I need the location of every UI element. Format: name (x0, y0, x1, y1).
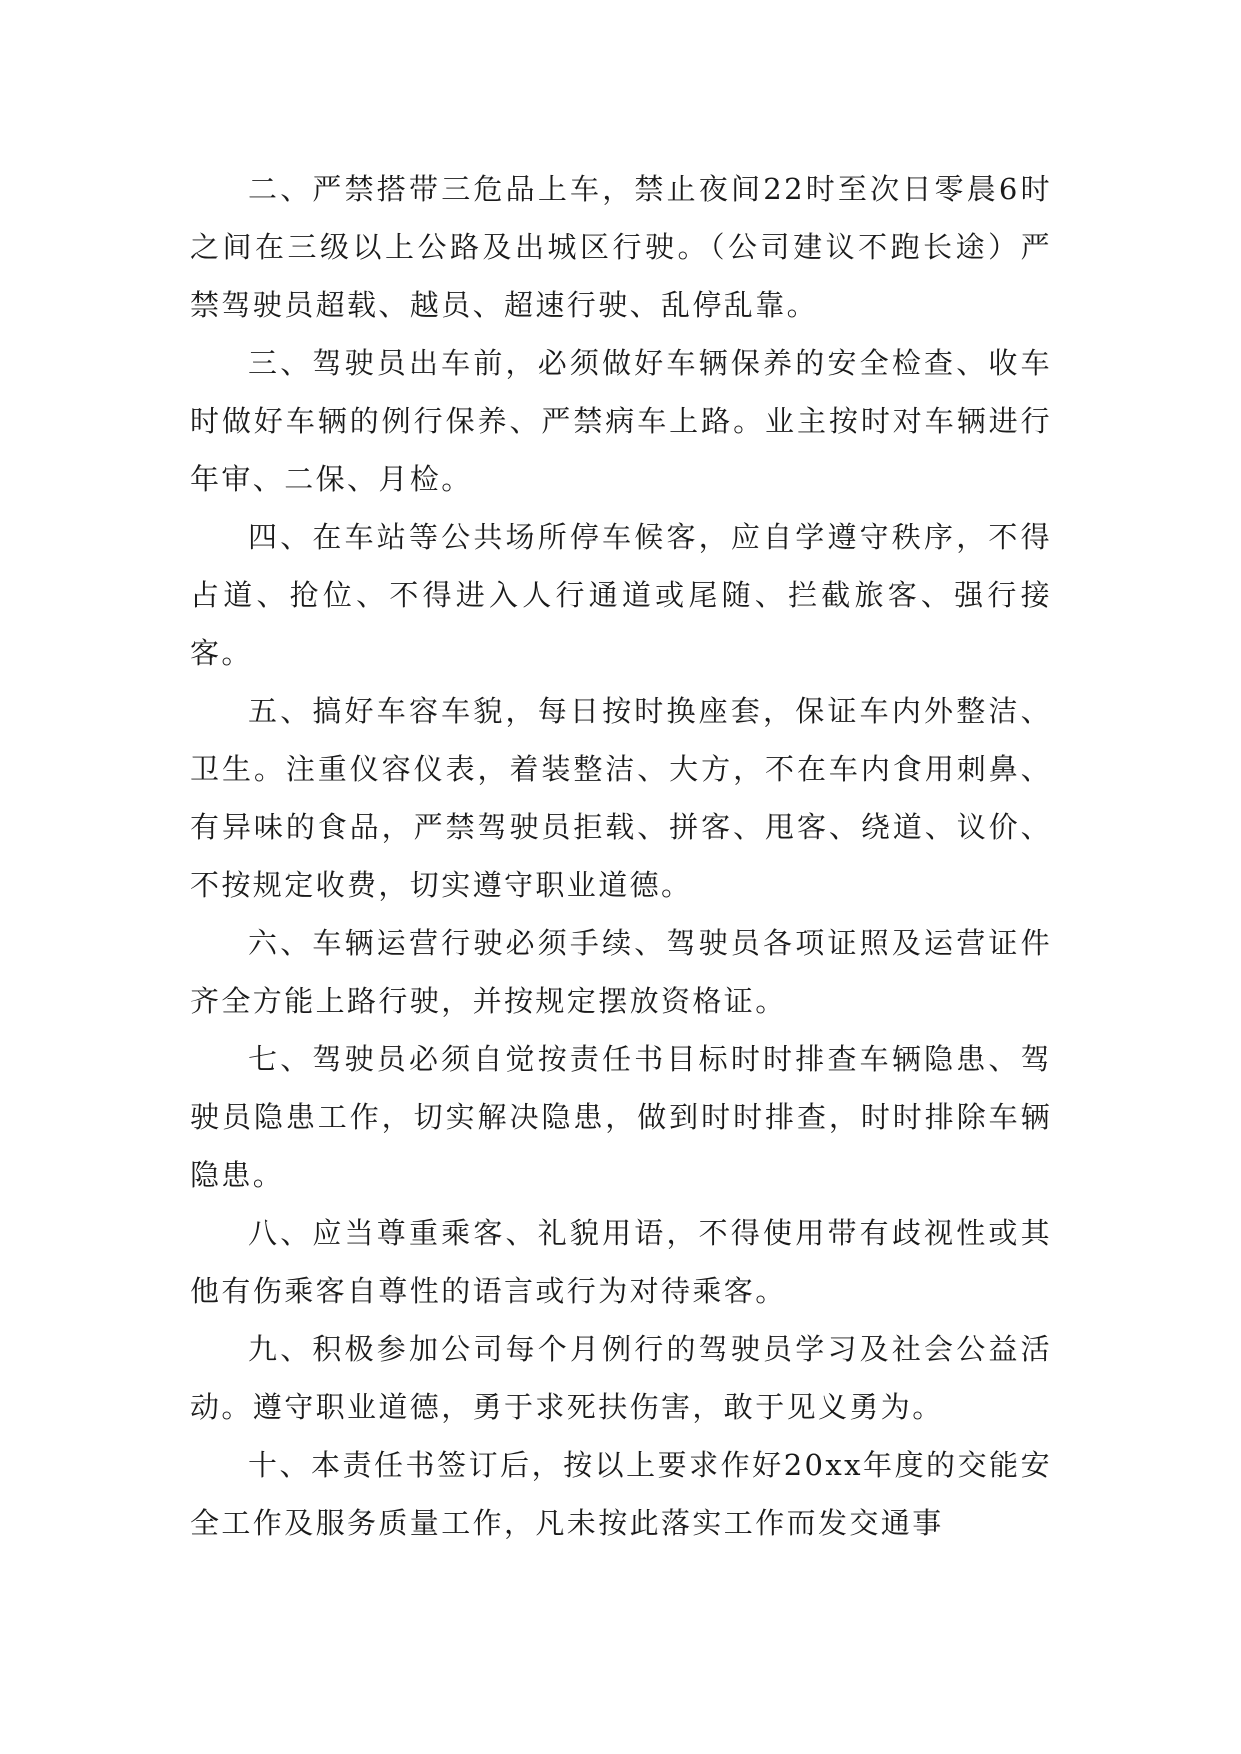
paragraph-4: 四、在车站等公共场所停车候客，应自学遵守秩序，不得占道、抢位、不得进入人行通道或尾随、拦截旅客、强行接客。 (190, 520, 1052, 670)
paragraph-8: 八、应当尊重乘客、礼貌用语，不得使用带有歧视性或其他有伤乘客自尊性的语言或行为对待乘客。 (190, 1216, 1052, 1308)
paragraph-6: 六、车辆运营行驶必须手续、驾驶员各项证照及运营证件齐全方能上路行驶，并按规定摆放资格证。 (190, 926, 1052, 1018)
paragraph-3: 三、驾驶员出车前，必须做好车辆保养的安全检查、收车时做好车辆的例行保养、严禁病车上路。业主按时对车辆进行年审、二保、月检。 (190, 346, 1052, 496)
paragraph-7: 七、驾驶员必须自觉按责任书目标时时排查车辆隐患、驾驶员隐患工作，切实解决隐患，做到时时排查，时时排除车辆隐患。 (190, 1042, 1052, 1192)
paragraph-2: 二、严禁搭带三危品上车，禁止夜间22时至次日零晨6时之间在三级以上公路及出城区行驶。（公司建议不跑长途）严禁驾驶员超载、越员、超速行驶、乱停乱靠。 (190, 172, 1052, 322)
paragraph-10: 十、本责任书签订后，按以上要求作好20xx年度的交能安全工作及服务质量工作，凡未按此落实工作而发交通事 (190, 1448, 1052, 1540)
paragraph-9: 九、积极参加公司每个月例行的驾驶员学习及社会公益活动。遵守职业道德，勇于求死扶伤害，敢于见义勇为。 (190, 1332, 1052, 1424)
paragraph-5: 五、搞好车容车貌，每日按时换座套，保证车内外整洁、卫生。注重仪容仪表，着装整洁、大方，不在车内食用刺鼻、有异味的食品，严禁驾驶员拒载、拼客、甩客、绕道、议价、不按规定收费，切实遵守职业道德。 (190, 694, 1052, 902)
document-body (190, 160, 1052, 1552)
